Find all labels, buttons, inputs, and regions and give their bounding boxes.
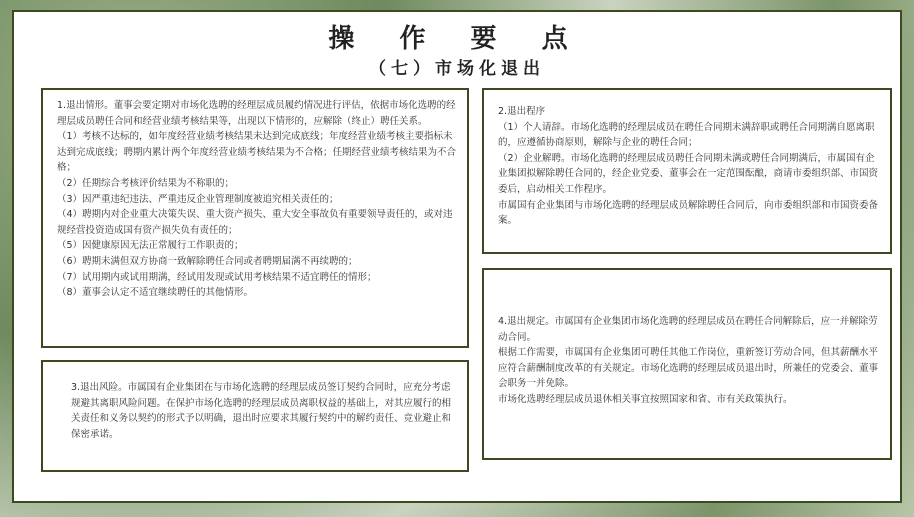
box1-line-3: （3）因严重违纪违法、严重违反企业管理制度被追究相关责任的；	[57, 193, 339, 205]
box4-line-1: 根据工作需要，市属国有企业集团可聘任其他工作岗位，重新签订劳动合同，但其薪酬水平应符合薪酬制度改革的有关规定。市场化选聘的经理层成员退出时，所兼任的党委会、董事会职务一并免除。	[498, 347, 879, 390]
exit-circumstances-box	[41, 88, 469, 348]
box3-line-2: （2）企业解聘。市场化选聘的经理层成员聘任合同期未满或聘任合同期满后，市属国有企业集团拟解除聘任合同的，经企业党委、董事会在一定范围酝酿，商请市委组织部、市国资委后，启动相关工作程序。	[498, 152, 879, 195]
box4-line-0: 4.退出规定。市属国有企业集团市场化选聘的经理层成员在聘任合同解除后，应一并解除劳动合同。	[498, 316, 878, 343]
box4-line-2: 市场化选聘经理层成员退休相关事宜按照国家和省、市有关政策执行。	[498, 393, 793, 405]
slide-frame	[12, 10, 902, 503]
page-title: 操 作 要 点	[328, 24, 586, 54]
exit-risk-box	[41, 360, 469, 472]
box1-line-2: （2）任期综合考核评价结果为不称职的；	[57, 177, 235, 189]
box3-line-3: 市属国有企业集团与市场化选聘的经理层成员解除聘任合同后，向市委组织部和市国资委备案。	[498, 199, 879, 227]
exit-procedure-box	[482, 88, 892, 254]
box2-line-0: 3.退出风险。市属国有企业集团在与市场化选聘的经理层成员签订契约合同时，应充分考虑规避其离职风险问题。在保护市场化选聘的经理层成员离职权益的基础上，对其应履行的相关责任和义务以契约的形式予以明确，退出时应要求其履行契约中的解约责任、竞业避止和保密承诺。	[71, 382, 452, 440]
box3-line-0: 2.退出程序	[498, 106, 546, 117]
box1-line-8: （8）董事会认定不适宜继续聘任的其他情形。	[57, 287, 254, 299]
box3-line-1: （1）个人请辞。市场化选聘的经理层成员在聘任合同期未满辞职或聘任合同期满自愿离职的，应遵循协商原则，解除与企业的聘任合同；	[498, 121, 875, 149]
box1-line-5: （5）因健康原因无法正常履行工作职责的；	[57, 240, 244, 252]
exit-regulations-box	[482, 268, 892, 460]
box1-line-4: （4）聘期内对企业重大决策失误、重大资产损失、重大安全事故负有重要领导责任的，或对违规经营投资造成国有资产损失负有责任的；	[57, 209, 453, 236]
box1-line-0: 1.退出情形。董事会要定期对市场化选聘的经理层成员履约情况进行评估，依据市场化选聘的经理层成员聘任合同和经营业绩考核结果等，出现以下情形的，应解除（终止）聘任关系。	[57, 100, 456, 127]
page-subtitle: （七）市场化退出	[369, 59, 545, 79]
box1-line-7: （7）试用期内或试用期满，经试用发现或试用考核结果不适宜聘任的情形；	[57, 271, 377, 283]
box1-line-1: （1）考核不达标的，如年度经营业绩考核结果未达到完成底线；年度经营业绩考核主要指标未达到完成底线；聘期内累计两个年度经营业绩考核结果为不合格；任期经营业绩考核结果为不合格；	[57, 131, 457, 174]
box1-line-6: （6）聘期未满但双方协商一致解除聘任合同或者聘期届满不再续聘的；	[57, 255, 358, 267]
